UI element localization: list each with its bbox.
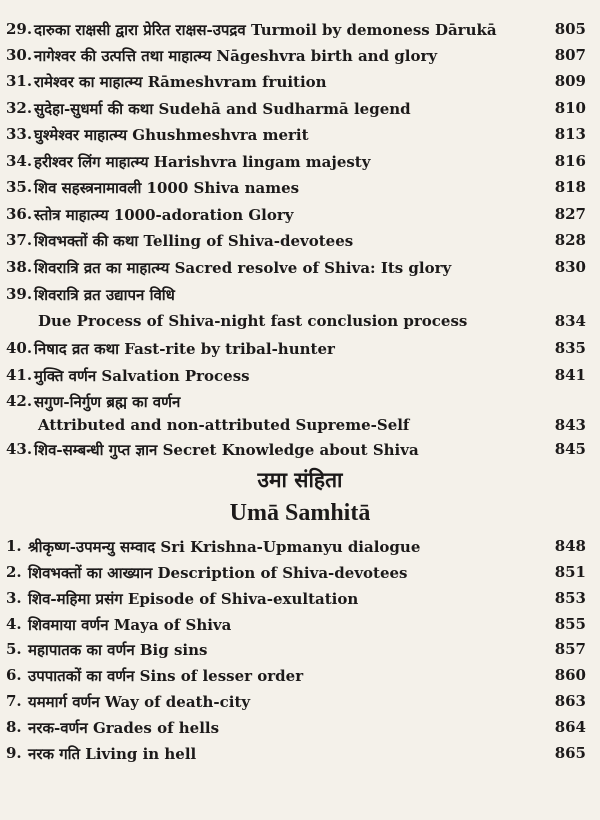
- entry-number: 36.: [6, 205, 33, 223]
- entry-number: 34.: [6, 152, 33, 170]
- toc-entry-40: [0, 339, 600, 363]
- entry-number: 7.: [6, 692, 22, 710]
- entry-title: शिव सहस्त्रनामावली 1000 Shiva names: [34, 179, 300, 197]
- toc-entry-37: [0, 231, 600, 255]
- entry-number: 1.: [6, 537, 22, 555]
- toc-entry-38: [0, 258, 600, 282]
- entry-page: 805: [554, 20, 586, 38]
- entry-number: 2.: [6, 563, 22, 581]
- entry-number: 39.: [6, 285, 33, 303]
- entry-number: 33.: [6, 125, 33, 143]
- entry-number: 37.: [6, 231, 33, 249]
- toc-entry-39: [0, 285, 600, 309]
- entry-title: स्तोत्र माहात्म्य 1000-adoration Glory: [34, 206, 294, 224]
- toc-entry-2: [0, 563, 600, 587]
- toc-entry-42-continued: [0, 416, 600, 440]
- entry-number: 43.: [6, 440, 33, 458]
- toc-entry-32: [0, 99, 600, 123]
- toc-entry-39-continued: [0, 312, 600, 336]
- entry-page: 863: [554, 692, 586, 710]
- entry-number: 41.: [6, 366, 33, 384]
- entry-page: 834: [554, 312, 586, 330]
- entry-number: 29.: [6, 20, 33, 38]
- entry-number: 6.: [6, 666, 22, 684]
- entry-title: सुदेहा-सुधर्मा की कथा Sudehā and Sudharmā legend: [34, 100, 411, 118]
- entry-title: शिवरात्रि व्रत का माहात्म्य Sacred resolve of Shiva: Its glory: [34, 259, 452, 277]
- entry-title: Attributed and non-attributed Supreme-Self: [38, 416, 410, 434]
- entry-page: 857: [554, 640, 586, 658]
- entry-title: महापातक का वर्णन Big sins: [28, 641, 208, 659]
- entry-number: 9.: [6, 744, 22, 762]
- entry-page: 865: [554, 744, 586, 762]
- toc-entry-6: [0, 666, 600, 690]
- entry-page: 855: [554, 615, 586, 633]
- entry-number: 32.: [6, 99, 33, 117]
- entry-number: 8.: [6, 718, 22, 736]
- toc-entry-1: [0, 537, 600, 561]
- toc-entry-4: [0, 615, 600, 639]
- entry-page: 864: [554, 718, 586, 736]
- entry-title: शिवभक्तों का आख्यान Description of Shiva-devotees: [28, 564, 408, 582]
- toc-entry-3: [0, 589, 600, 613]
- toc-entry-36: [0, 205, 600, 229]
- entry-page: 851: [554, 563, 586, 581]
- entry-title: हरीश्वर लिंग माहात्म्य Harishvra lingam majesty: [34, 153, 371, 171]
- entry-title: शिवमाया वर्णन Maya of Shiva: [28, 616, 232, 634]
- entry-number: 3.: [6, 589, 22, 607]
- entry-number: 31.: [6, 72, 33, 90]
- toc-entry-29: [0, 20, 600, 44]
- entry-title: यममार्ग वर्णन Way of death-city: [28, 693, 251, 711]
- entry-title: उपपातकों का वर्णन Sins of lesser order: [28, 667, 304, 685]
- entry-title: नागेश्वर की उत्पत्ति तथा माहात्म्य Nāgeshvra birth and glory: [34, 47, 438, 65]
- entry-title: शिव-महिमा प्रसंग Episode of Shiva-exultation: [28, 590, 359, 608]
- entry-title: नरक गति Living in hell: [28, 745, 197, 763]
- entry-title: नरक-वर्णन Grades of hells: [28, 719, 220, 737]
- toc-entry-31: [0, 72, 600, 96]
- entry-number: 38.: [6, 258, 33, 276]
- entry-page: 841: [554, 366, 586, 384]
- entry-title: निषाद व्रत कथा Fast-rite by tribal-hunter: [34, 340, 335, 358]
- toc-entry-33: [0, 125, 600, 149]
- entry-page: 853: [554, 589, 586, 607]
- entry-page: 827: [554, 205, 586, 223]
- section-title-english: Umā Samhitā: [229, 500, 371, 526]
- entry-title: मुक्ति वर्णन Salvation Process: [34, 367, 250, 385]
- entry-page: 810: [554, 99, 586, 117]
- entry-page: 848: [554, 537, 586, 555]
- entry-number: 5.: [6, 640, 22, 658]
- entry-page: 809: [554, 72, 586, 90]
- entry-page: 845: [554, 440, 586, 458]
- section-title-hindi: उमा संहिता: [257, 467, 343, 492]
- toc-entry-35: [0, 178, 600, 202]
- entry-number: 35.: [6, 178, 33, 196]
- entry-page: 818: [554, 178, 586, 196]
- entry-title: दारुका राक्षसी द्वारा प्रेरित राक्षस-उपद्रव Turmoil by demoness Dārukā: [34, 21, 497, 39]
- toc-entry-43: [0, 440, 600, 464]
- toc-entry-8: [0, 718, 600, 742]
- entry-title: रामेश्वर का माहात्म्य Rāmeshvram fruition: [34, 73, 327, 91]
- toc-entry-41: [0, 366, 600, 390]
- toc-entry-42: [0, 392, 600, 416]
- entry-title: सगुण-निर्गुण ब्रह्म का वर्णन: [34, 393, 181, 411]
- entry-number: 42.: [6, 392, 33, 410]
- entry-page: 816: [554, 152, 586, 170]
- toc-entry-7: [0, 692, 600, 716]
- entry-title: शिवरात्रि व्रत उद्यापन विधि: [34, 286, 175, 304]
- entry-page: 828: [554, 231, 586, 249]
- entry-page: 843: [554, 416, 586, 434]
- entry-number: 4.: [6, 615, 22, 633]
- entry-page: 860: [554, 666, 586, 684]
- entry-title: शिवभक्तों की कथा Telling of Shiva-devotees: [34, 232, 354, 250]
- entry-page: 807: [554, 46, 586, 64]
- toc-entry-5: [0, 640, 600, 664]
- entry-page: 830: [554, 258, 586, 276]
- toc-entry-9: [0, 744, 600, 768]
- entry-number: 30.: [6, 46, 33, 64]
- toc-entry-30: [0, 46, 600, 70]
- entry-title: श्रीकृष्ण-उपमन्यु सम्वाद Sri Krishna-Upmanyu dialogue: [28, 538, 421, 556]
- entry-page: 813: [554, 125, 586, 143]
- entry-page: 835: [554, 339, 586, 357]
- entry-title: Due Process of Shiva-night fast conclusion process: [38, 312, 468, 330]
- entry-number: 40.: [6, 339, 33, 357]
- entry-title: शिव-सम्बन्धी गुप्त ज्ञान Secret Knowledge about Shiva: [34, 441, 419, 459]
- toc-entry-34: [0, 152, 600, 176]
- entry-title: घुश्मेश्वर माहात्म्य Ghushmeshvra merit: [34, 126, 309, 144]
